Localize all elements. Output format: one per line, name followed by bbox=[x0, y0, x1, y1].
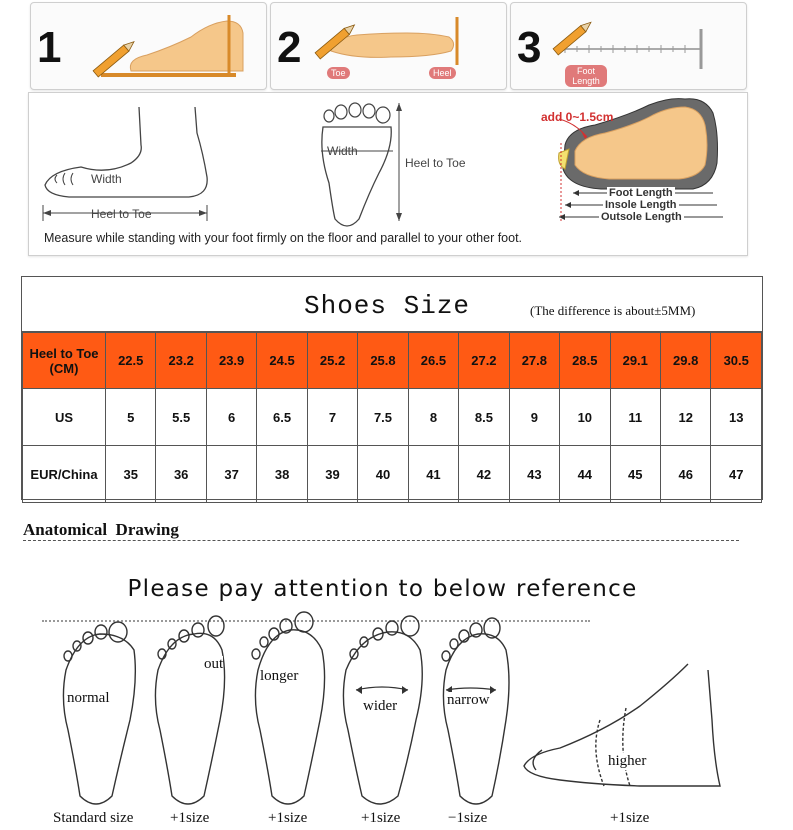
size-label-out: +1size bbox=[170, 810, 210, 826]
table-cell: 11 bbox=[610, 389, 660, 446]
table-cell: 29.1 bbox=[610, 333, 660, 389]
table-cell: 38 bbox=[257, 446, 307, 503]
table-cell: 44 bbox=[560, 446, 610, 503]
table-cell: 12 bbox=[660, 389, 710, 446]
step-panel-2 bbox=[270, 2, 507, 90]
foot-label-higher: higher bbox=[608, 753, 647, 769]
insole-length-label: Insole Length bbox=[605, 199, 677, 211]
table-cell: 22.5 bbox=[106, 333, 156, 389]
foot-length-tag: Foot Length bbox=[565, 65, 607, 87]
size-chart bbox=[21, 276, 763, 500]
heading-divider bbox=[23, 540, 739, 541]
toe-tag: Toe bbox=[327, 67, 350, 79]
anatomical-heading: Anatomical Drawing bbox=[23, 520, 179, 539]
row-header: US bbox=[23, 389, 106, 446]
size-chart-note: (The difference is about±5MM) bbox=[530, 303, 696, 318]
foot-step2-illustration bbox=[271, 3, 506, 89]
table-cell: 25.2 bbox=[307, 333, 357, 389]
size-chart-title-bar bbox=[22, 277, 762, 332]
table-cell: 27.8 bbox=[509, 333, 559, 389]
foot-label-narrow: narrow bbox=[447, 692, 490, 708]
foot-label-normal: normal bbox=[67, 690, 110, 706]
table-cell: 23.2 bbox=[156, 333, 206, 389]
table-cell: 7.5 bbox=[358, 389, 408, 446]
step-number: 1 bbox=[37, 23, 62, 72]
table-cell: 30.5 bbox=[711, 333, 762, 389]
size-label-normal: Standard size bbox=[53, 810, 134, 826]
reference-title: Please pay attention to below reference bbox=[127, 576, 638, 602]
heel-to-toe-label: Heel to Toe bbox=[91, 207, 152, 221]
heel-tag: Heel bbox=[429, 67, 456, 79]
table-cell: 6 bbox=[206, 389, 256, 446]
table-cell: 47 bbox=[711, 446, 762, 503]
table-cell: 6.5 bbox=[257, 389, 307, 446]
table-cell: 29.8 bbox=[660, 333, 710, 389]
size-table bbox=[22, 332, 762, 503]
size-label-longer: +1size bbox=[268, 810, 308, 826]
foot-length-label: Foot Length bbox=[609, 187, 673, 199]
row-header: EUR/China bbox=[23, 446, 106, 503]
step-panel-3 bbox=[510, 2, 747, 90]
size-chart-title: Shoes Size bbox=[304, 291, 471, 321]
add-length-label: add 0~1.5cm bbox=[541, 110, 614, 124]
measure-panel bbox=[28, 92, 748, 256]
table-cell: 9 bbox=[509, 389, 559, 446]
step-panel-1 bbox=[30, 2, 267, 90]
table-cell: 8.5 bbox=[459, 389, 509, 446]
table-cell: 5 bbox=[106, 389, 156, 446]
table-row bbox=[23, 333, 762, 389]
size-label-narrow: −1size bbox=[448, 810, 488, 826]
table-cell: 5.5 bbox=[156, 389, 206, 446]
foot-label-out: out bbox=[204, 656, 224, 672]
ruler-illustration bbox=[511, 3, 746, 89]
table-cell: 35 bbox=[106, 446, 156, 503]
table-cell: 25.8 bbox=[358, 333, 408, 389]
table-cell: 10 bbox=[560, 389, 610, 446]
heel-to-toe-vertical-label: Heel to Toe bbox=[405, 156, 466, 170]
table-cell: 46 bbox=[660, 446, 710, 503]
table-cell: 36 bbox=[156, 446, 206, 503]
table-cell: 41 bbox=[408, 446, 458, 503]
step-number: 2 bbox=[277, 23, 302, 72]
outsole-length-label: Outsole Length bbox=[601, 211, 682, 223]
size-label-wider: +1size bbox=[361, 810, 401, 826]
table-row bbox=[23, 446, 762, 503]
width-label: Width bbox=[91, 172, 122, 186]
width-label-top-view: Width bbox=[327, 144, 358, 158]
foot-step1-illustration bbox=[31, 3, 266, 89]
table-cell: 13 bbox=[711, 389, 762, 446]
table-cell: 8 bbox=[408, 389, 458, 446]
table-cell: 45 bbox=[610, 446, 660, 503]
table-cell: 40 bbox=[358, 446, 408, 503]
table-cell: 26.5 bbox=[408, 333, 458, 389]
table-cell: 27.2 bbox=[459, 333, 509, 389]
table-cell: 42 bbox=[459, 446, 509, 503]
table-cell: 37 bbox=[206, 446, 256, 503]
foot-label-longer: longer bbox=[260, 668, 299, 684]
table-cell: 7 bbox=[307, 389, 357, 446]
table-cell: 28.5 bbox=[560, 333, 610, 389]
step-number: 3 bbox=[517, 23, 542, 72]
measure-instruction: Measure while standing with your foot firmly on the floor and parallel to your other foot. bbox=[44, 231, 523, 245]
table-cell: 39 bbox=[307, 446, 357, 503]
size-label-higher: +1size bbox=[610, 810, 650, 826]
row-header: Heel to Toe (CM) bbox=[23, 333, 106, 389]
foot-label-wider: wider bbox=[363, 698, 398, 714]
table-cell: 23.9 bbox=[206, 333, 256, 389]
table-cell: 24.5 bbox=[257, 333, 307, 389]
table-row bbox=[23, 389, 762, 446]
table-cell: 43 bbox=[509, 446, 559, 503]
